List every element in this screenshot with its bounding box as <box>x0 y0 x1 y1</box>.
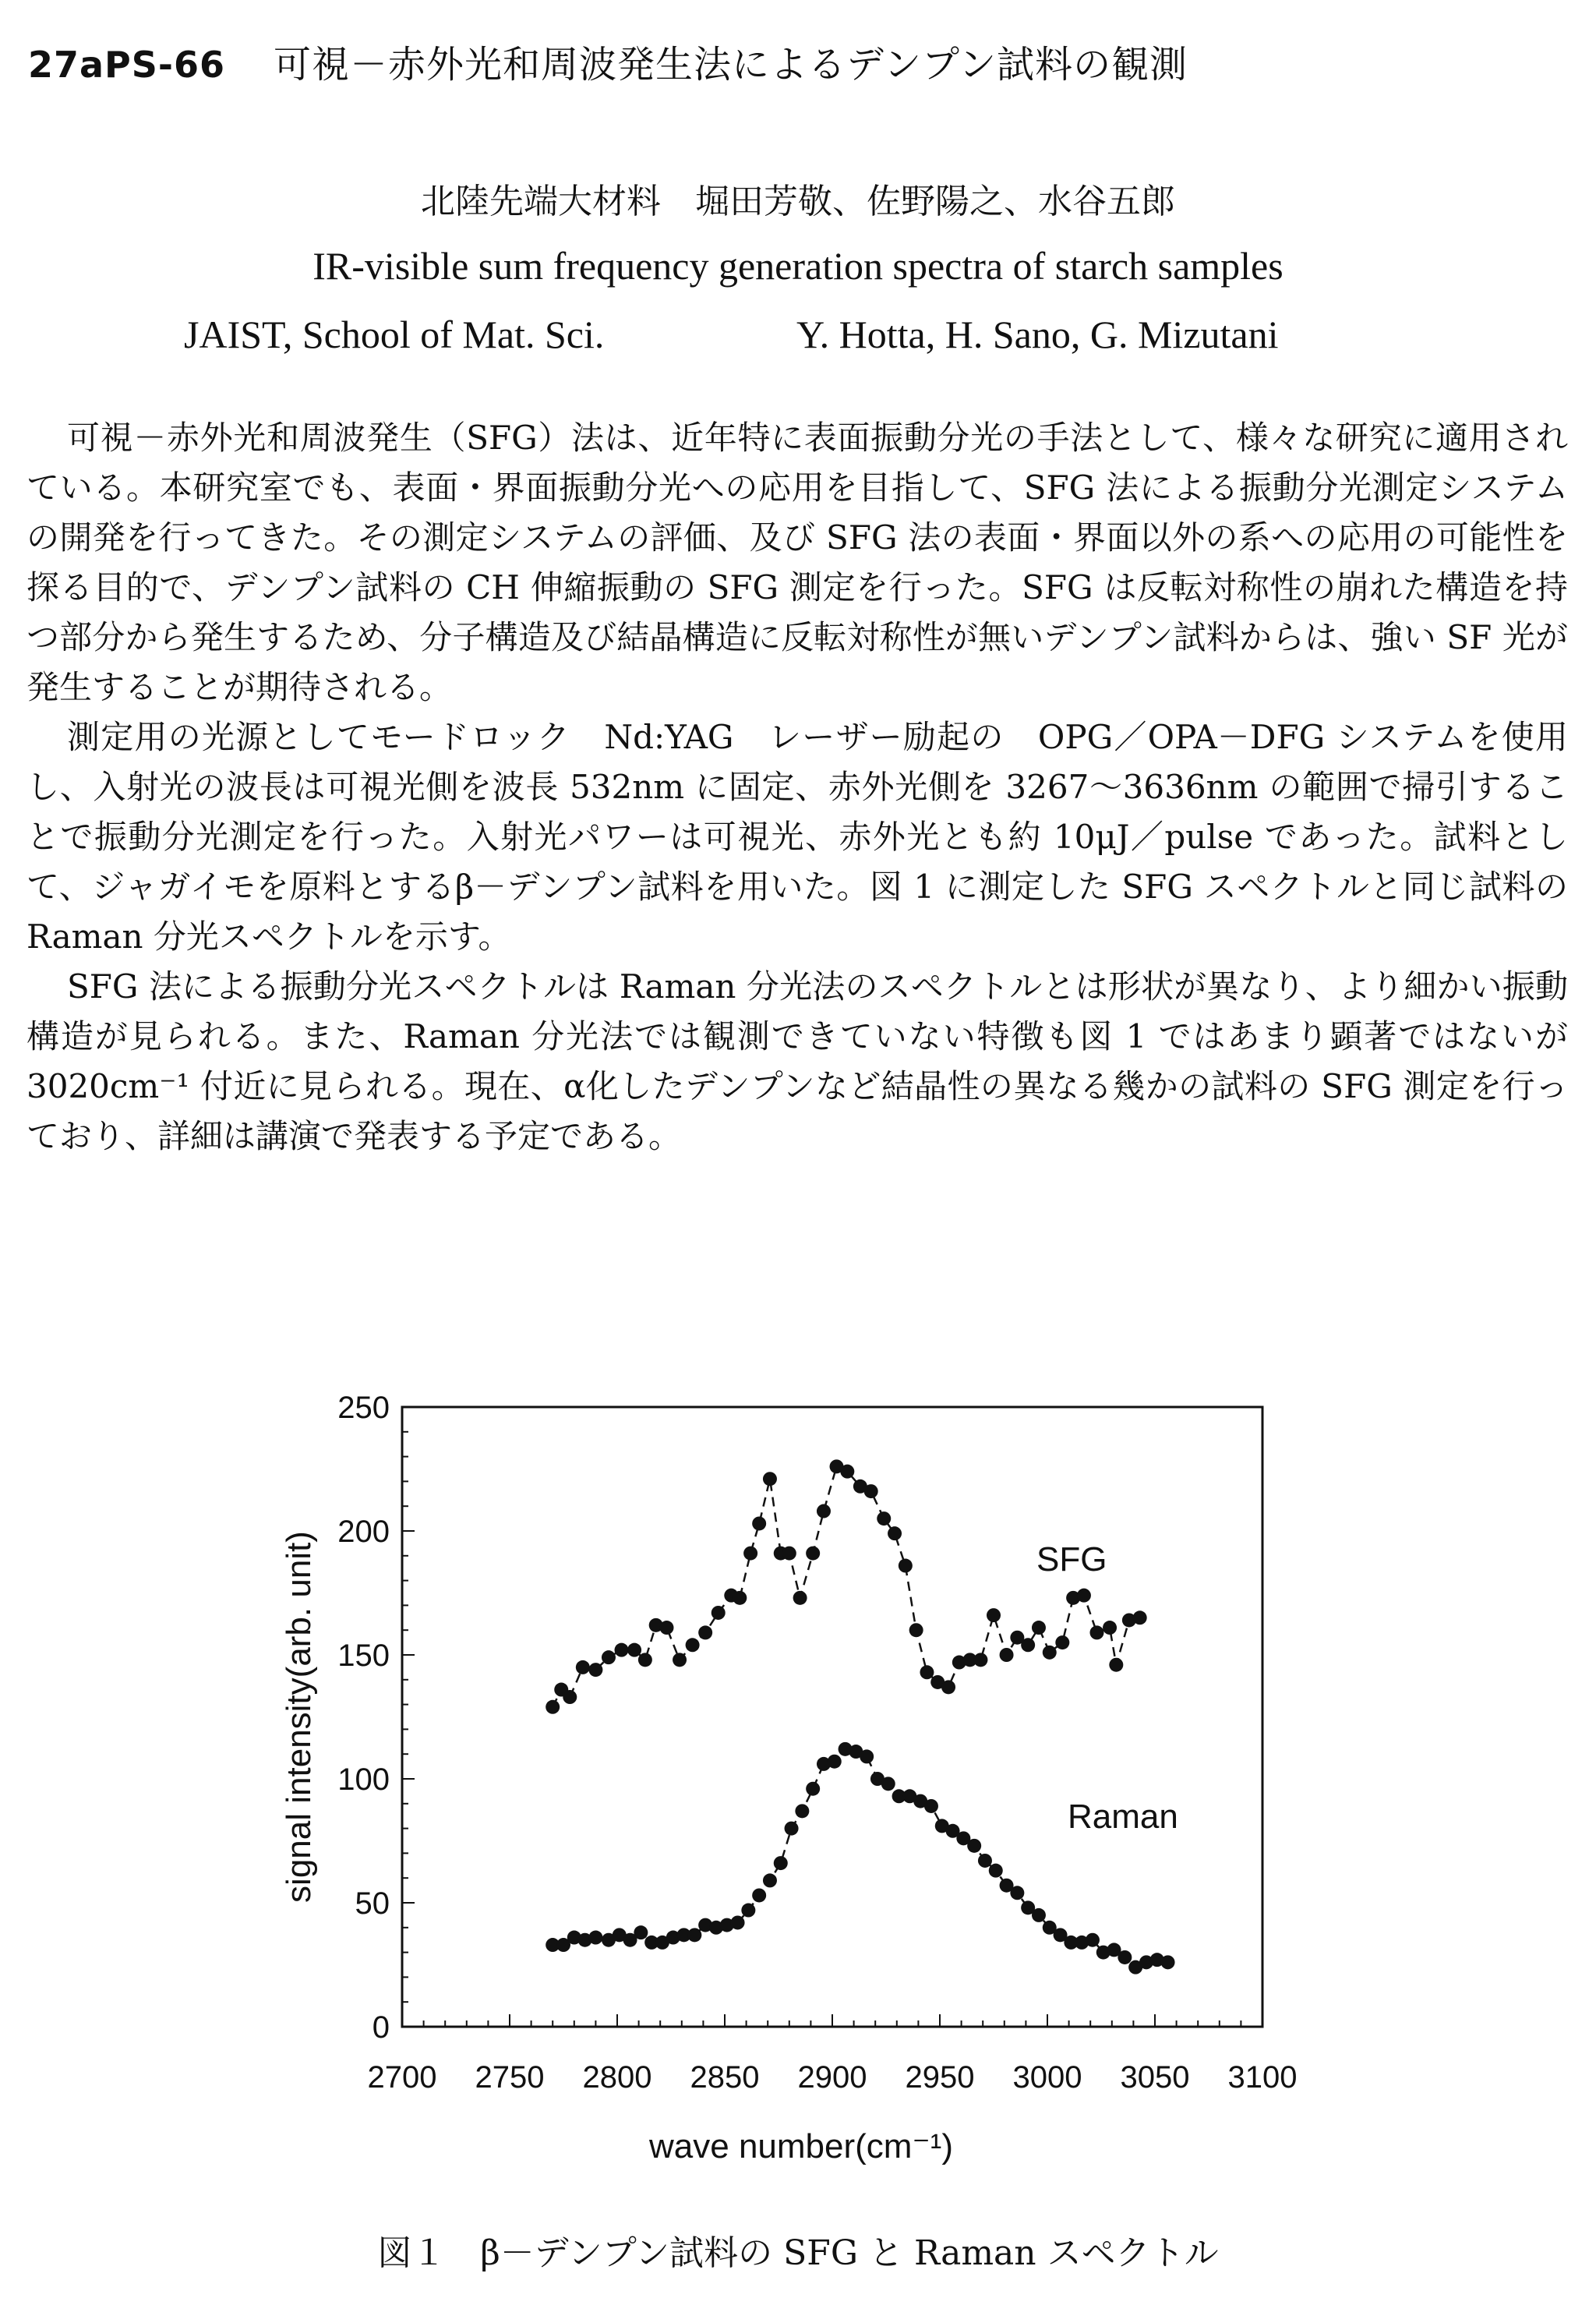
body-paragraph-3: SFG 法による振動分光スペクトルは Raman 分光法のスペクトルとは形状が異なり、より細かい振動構造が見られる。また、Raman 分光法では観測できていない特徴も図 1 ではあまり顕著ではないが 3020cm⁻¹ 付近に見られる。現在、α化したデンプンなど結晶性の異なる幾かの試料の SFG 測定を行っており、詳細は講演で発表する予定である。 <box>26 967 1568 1155</box>
spectrum-chart <box>249 1388 1340 2167</box>
data-point-sfg <box>1103 1621 1117 1635</box>
title-row <box>28 34 1188 88</box>
data-point-raman <box>731 1915 745 1929</box>
data-point-raman <box>1086 1933 1100 1947</box>
data-point-sfg <box>698 1625 712 1639</box>
data-point-sfg <box>627 1643 641 1657</box>
data-point-raman <box>989 1864 1003 1878</box>
x-axis-label: wave number(cm⁻¹) <box>649 2127 953 2165</box>
y-tick-label: 150 <box>337 1639 390 1673</box>
data-point-sfg <box>1043 1646 1057 1660</box>
figure-caption: 図１ β－デンプン試料の SFG と Raman スペクトル <box>377 2233 1219 2273</box>
data-point-sfg <box>1089 1625 1103 1639</box>
authors-japanese: 北陸先端大材料 堀田芳敬、佐野陽之、水谷五郎 <box>421 182 1175 221</box>
y-tick-label: 250 <box>337 1391 390 1425</box>
data-point-sfg <box>941 1680 955 1694</box>
data-point-raman <box>687 1928 701 1942</box>
data-point-sfg <box>615 1643 629 1657</box>
data-point-sfg <box>793 1591 807 1605</box>
data-point-sfg <box>576 1660 590 1674</box>
data-point-sfg <box>673 1653 687 1667</box>
data-point-sfg <box>840 1465 854 1479</box>
data-point-raman <box>741 1904 755 1918</box>
data-point-raman <box>806 1782 820 1796</box>
data-point-sfg <box>973 1653 987 1667</box>
data-point-sfg <box>1055 1635 1069 1649</box>
data-point-sfg <box>659 1621 673 1635</box>
data-point-sfg <box>864 1484 878 1498</box>
data-point-sfg <box>806 1547 820 1561</box>
x-tick-label: 3000 <box>1012 2060 1082 2095</box>
data-point-raman <box>924 1799 938 1813</box>
data-point-sfg <box>920 1665 934 1679</box>
series-line-sfg <box>553 1466 1139 1707</box>
series-label-raman: Raman <box>1068 1798 1178 1836</box>
x-tick-label: 2850 <box>690 2060 760 2095</box>
data-point-sfg <box>888 1526 902 1540</box>
data-point-sfg <box>1077 1589 1091 1603</box>
data-point-raman <box>634 1925 648 1939</box>
x-tick-label: 2900 <box>797 2060 867 2095</box>
data-point-sfg <box>588 1663 602 1677</box>
data-point-sfg <box>743 1547 757 1561</box>
data-point-sfg <box>602 1650 616 1664</box>
x-tick-label: 2800 <box>582 2060 652 2095</box>
data-point-raman <box>763 1873 777 1887</box>
data-point-sfg <box>1021 1638 1035 1652</box>
data-point-raman <box>1032 1908 1046 1922</box>
data-point-sfg <box>711 1606 726 1620</box>
y-tick-label: 50 <box>355 1886 390 1921</box>
data-point-raman <box>967 1839 981 1853</box>
plot-frame <box>402 1407 1262 2027</box>
data-point-raman <box>881 1777 895 1791</box>
authors-english: Y. Hotta, H. Sano, G. Mizutani <box>796 313 1279 356</box>
data-point-sfg <box>817 1504 831 1518</box>
data-point-sfg <box>546 1700 560 1714</box>
data-point-raman <box>588 1931 602 1945</box>
affiliation-english: JAIST, School of Mat. Sci. <box>184 313 605 356</box>
data-point-raman <box>785 1822 799 1836</box>
paper-title: 可視－赤外光和周波発生法によるデンプン試料の観測 <box>274 43 1188 87</box>
data-point-raman <box>752 1888 766 1902</box>
data-point-raman <box>1161 1955 1175 1969</box>
data-point-sfg <box>877 1511 891 1526</box>
y-tick-label: 100 <box>337 1762 390 1797</box>
x-tick-label: 3100 <box>1227 2060 1298 2095</box>
data-point-raman <box>860 1749 874 1763</box>
data-point-sfg <box>763 1472 777 1486</box>
data-point-sfg <box>1109 1658 1123 1672</box>
data-point-sfg <box>752 1516 766 1530</box>
data-point-raman <box>795 1804 809 1818</box>
paper-title-english: IR-visible sum frequency generation spectra of starch samples <box>312 244 1284 288</box>
data-point-sfg <box>1032 1621 1046 1635</box>
abstract-code: 27aPS-66 <box>28 44 226 86</box>
body-paragraph-1: 可視－赤外光和周波発生（SFG）法は、近年特に表面振動分光の手法として、様々な研究に適用されている。本研究室でも、表面・界面振動分光への応用を目指して、SFG 法による振動分光測定システムの開発を行ってきた。その測定システムの評価、及び SFG 法の表面・界面以外の系への応用の可能性を探る目的で、デンプン試料の CH 伸縮振動の SFG 測定を行った。SFG は反転対称性の崩れた構造を持つ部分から発生するため、分子構造及び結晶構造に反転対称性が無いデンプン試料からは、強い SF 光が発生することが期待される。 <box>26 419 1568 706</box>
x-tick-label: 2950 <box>905 2060 975 2095</box>
series-label-sfg: SFG <box>1036 1540 1107 1579</box>
data-point-sfg <box>563 1690 577 1704</box>
y-tick-label: 200 <box>337 1515 390 1549</box>
abstract-body <box>26 413 1568 1161</box>
x-tick-label: 2750 <box>475 2060 545 2095</box>
data-point-raman <box>978 1854 992 1868</box>
data-point-sfg <box>899 1559 913 1573</box>
data-point-sfg <box>782 1547 796 1561</box>
data-point-raman <box>774 1856 788 1870</box>
data-point-sfg <box>1000 1648 1014 1662</box>
data-point-sfg <box>638 1653 652 1667</box>
body-paragraph-2: 測定用の光源としてモードロック Nd:YAG レーザー励起の OPG／OPA－DFG システムを使用し、入射光の波長は可視光側を波長 532nm に固定、赤外光側を 3267～3636nm の範囲で掃引することで振動分光測定を行った。入射光パワーは可視光、赤外光とも約 10μJ／pulse であった。試料として、ジャガイモを原料とするβ－デンプン試料を用いた。図 1 に測定した SFG スペクトルと同じ試料の Raman 分光スペクトルを示す。 <box>26 718 1568 956</box>
data-point-raman <box>1010 1886 1024 1900</box>
data-point-sfg <box>1133 1610 1147 1625</box>
data-point-sfg <box>686 1638 700 1652</box>
data-point-raman <box>828 1755 842 1769</box>
data-point-raman <box>1118 1950 1132 1964</box>
x-tick-label: 3050 <box>1120 2060 1190 2095</box>
chart-canvas <box>249 1388 1340 2167</box>
y-tick-label: 0 <box>372 2010 390 2045</box>
data-point-sfg <box>987 1608 1001 1622</box>
y-axis-label: signal intensity(arb. unit) <box>280 1531 318 1903</box>
data-point-sfg <box>733 1591 747 1605</box>
data-point-sfg <box>909 1623 923 1637</box>
x-tick-label: 2700 <box>367 2060 437 2095</box>
